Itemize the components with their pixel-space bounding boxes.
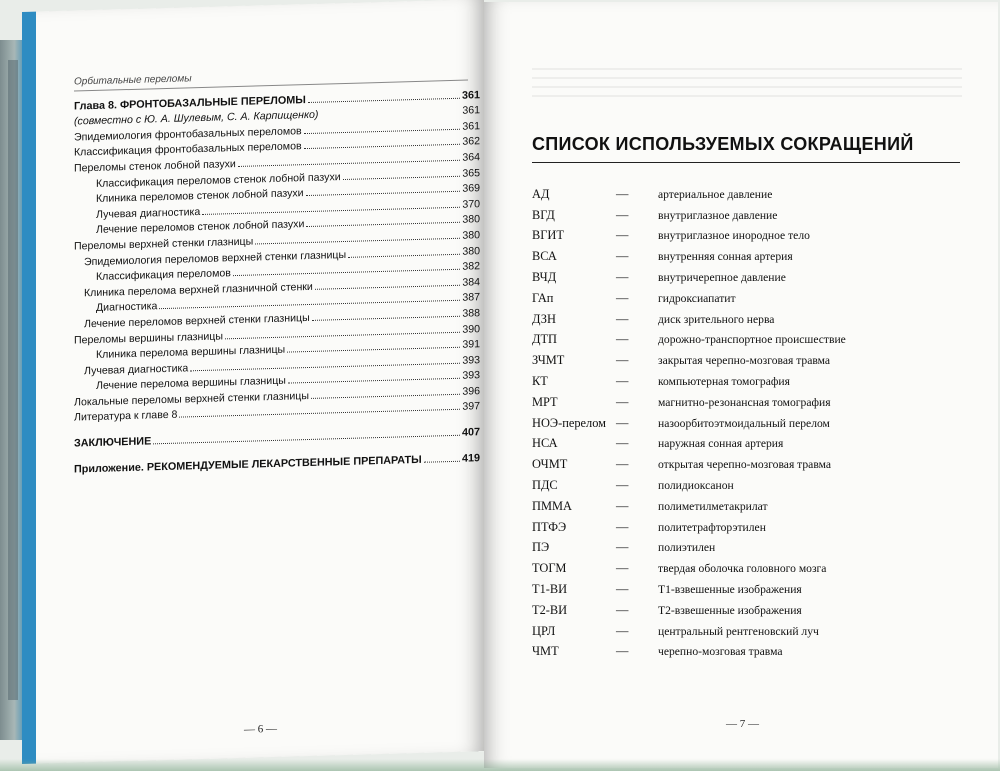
abbreviation-dash: — (616, 207, 629, 222)
toc-entry-page: 396 (462, 385, 480, 398)
abbreviation-row (532, 226, 952, 247)
abbreviation-dash: — (616, 436, 629, 451)
toc-entry-page: 380 (462, 213, 480, 227)
abbreviation-list (532, 184, 952, 662)
toc-entry-page: 365 (462, 166, 480, 180)
abbreviation-term: ПТФЭ (532, 519, 567, 534)
right-page (484, 2, 998, 768)
abbreviation-row (532, 579, 952, 600)
toc-entry-page: 361 (462, 119, 480, 133)
toc-entry-title: Переломы верхней стенки глазницы (74, 235, 254, 253)
toc-entry-page: 397 (462, 400, 480, 414)
abbreviation-term: ДТП (532, 332, 557, 347)
abbreviation-meaning: полидиоксанон (658, 479, 734, 493)
abbreviation-meaning: артериальное давление (658, 187, 773, 201)
abbreviation-dash: — (616, 374, 629, 389)
toc-entry-title: Переломы стенок лобной пазухи (74, 157, 236, 175)
abbreviation-term: МРТ (532, 394, 558, 409)
toc-entry-title: Классификация переломов (96, 267, 231, 284)
abbreviation-meaning: Т2-взвешенные изображения (658, 603, 802, 617)
abbreviation-row (532, 642, 952, 663)
abbreviation-row (532, 413, 952, 434)
toc-entry-page: 369 (462, 182, 480, 195)
abbreviation-dash: — (616, 561, 629, 576)
abbreviation-row (532, 350, 952, 371)
toc-entry-title: Классификация переломов стенок лобной пазухи (96, 170, 341, 190)
abbreviation-row (532, 371, 952, 392)
abbreviation-term: НОЭ-перелом (532, 415, 607, 430)
toc-entry-title: Эпидемиология переломов верхней стенки глазницы (84, 248, 347, 268)
abbreviation-term: Т2-ВИ (532, 602, 568, 617)
abbreviation-meaning: гидроксиапатит (658, 291, 736, 305)
abbreviation-term: ЧМТ (532, 644, 559, 659)
abbreviation-meaning: назоорбитоэтмоидальный перелом (658, 416, 830, 430)
abbreviation-term: ЦРЛ (532, 623, 556, 638)
table-surface (0, 759, 1000, 771)
toc-entry-title: Глава 8. ФРОНТОБАЗАЛЬНЫЕ ПЕРЕЛОМЫ (74, 93, 306, 113)
toc-entry-page: 364 (462, 151, 480, 164)
toc-entry-page: 380 (462, 244, 480, 258)
toc-entry-page: 382 (462, 260, 480, 273)
abbreviation-row (532, 517, 952, 538)
abbreviation-row (532, 496, 952, 517)
abbreviation-term: ГАп (532, 290, 554, 305)
abbreviation-meaning: твердая оболочка головного мозга (658, 562, 827, 576)
toc-entry-page: 361 (462, 104, 480, 117)
toc-entry-title: Приложение. РЕКОМЕНДУЕМЫЕ ЛЕКАРСТВЕННЫЕ ПРЕПАРАТЫ (74, 453, 422, 476)
abbreviation-row (532, 267, 952, 288)
abbreviation-row (532, 309, 952, 330)
abbreviation-dash: — (616, 478, 629, 493)
abbreviation-row (532, 434, 952, 455)
abbreviation-meaning: дорожно-транспортное происшествие (658, 333, 846, 347)
abbreviation-dash: — (616, 602, 629, 617)
abbreviation-dash: — (616, 332, 629, 347)
chapter-color-tab (22, 12, 36, 764)
abbreviation-row (532, 621, 952, 642)
toc-leader-dots (424, 460, 460, 462)
show-through-text (532, 68, 962, 102)
abbreviation-meaning: закрытая черепно-мозговая травма (658, 354, 831, 368)
abbreviation-meaning: центральный рентгеновский луч (658, 624, 819, 638)
abbreviation-row (532, 600, 952, 621)
toc-entry-title: Диагностика (96, 300, 158, 315)
toc-entry-page: 361 (461, 88, 480, 102)
abbreviation-meaning: внутриглазное давление (658, 208, 778, 222)
abbreviation-row (532, 288, 952, 309)
abbreviation-row (532, 558, 952, 579)
toc-entry-page: 390 (462, 322, 480, 336)
page-title: СПИСОК ИСПОЛЬЗУЕМЫХ СОКРАЩЕНИЙ (532, 134, 914, 154)
toc-entry-title: Лечение перелома вершины глазницы (96, 374, 286, 393)
book-spine-shadow (8, 60, 18, 700)
toc-entry-title: Лечение переломов верхней стенки глазницы (84, 311, 310, 331)
abbreviation-term: ОЧМТ (532, 457, 568, 472)
abbreviation-row (532, 205, 952, 226)
abbreviation-row (532, 184, 952, 205)
abbreviation-term: ПДС (532, 478, 558, 493)
toc-entry-title: Литература к главе 8 (74, 409, 178, 425)
toc-entry-page: 362 (462, 135, 480, 149)
abbreviation-dash: — (616, 311, 629, 326)
running-header: Орбитальные переломы (74, 73, 192, 88)
abbreviation-term: ВГИТ (532, 228, 564, 243)
abbreviation-term: ВСА (532, 249, 557, 264)
toc-entry-page: 393 (462, 369, 480, 382)
abbreviation-dash: — (616, 644, 629, 659)
abbreviation-term: ВГД (532, 207, 555, 222)
toc-entry-title: Лучевая диагностика (96, 205, 201, 221)
abbreviation-row (532, 538, 952, 559)
page-number-right: — 7 — (726, 718, 759, 730)
abbreviation-meaning: полиэтилен (658, 541, 716, 555)
abbreviation-dash: — (616, 290, 629, 305)
abbreviation-dash: — (616, 186, 629, 201)
abbreviation-row (532, 475, 952, 496)
title-rule (532, 162, 960, 163)
abbreviation-dash: — (616, 623, 629, 638)
toc-entry-title: Клиника переломов стенок лобной пазухи (96, 187, 304, 206)
toc-entry-page: 384 (462, 275, 480, 289)
toc-entry-title: Клиника перелома вершины глазницы (96, 343, 286, 362)
abbreviation-dash: — (616, 394, 629, 409)
toc-entry-page: 391 (462, 338, 480, 351)
toc-entry-page: 393 (462, 353, 480, 367)
abbreviation-row (532, 330, 952, 351)
abbreviation-dash: — (616, 270, 629, 285)
abbreviation-dash: — (616, 353, 629, 368)
toc-entry-page: 407 (461, 426, 480, 439)
toc-entry-title: Лечение переломов стенок лобной пазухи (96, 218, 305, 237)
toc-entry-title: Эпидемиология фронтобазальных переломов (74, 124, 302, 144)
toc-entry-page: 387 (462, 291, 480, 305)
toc-entry-title: Клиника перелома верхней глазничной стенки (84, 280, 313, 299)
abbreviation-row (532, 246, 952, 267)
toc-entry-page: 388 (462, 307, 480, 320)
abbreviation-term: ЗЧМТ (532, 353, 565, 368)
abbreviation-meaning: Т1-взвешенные изображения (658, 583, 802, 597)
left-page (22, 0, 484, 764)
abbreviation-meaning: компьютерная томография (658, 375, 790, 389)
abbreviation-dash: — (616, 228, 629, 243)
abbreviation-row (532, 392, 952, 413)
toc-entry-title: (совместно с Ю. А. Шулевым, С. А. Карпищенко) (74, 108, 319, 128)
abbreviation-meaning: черепно-мозговая травма (658, 645, 783, 659)
abbreviation-dash: — (616, 457, 629, 472)
toc-entry-title: ЗАКЛЮЧЕНИЕ (74, 435, 152, 450)
abbreviation-dash: — (616, 540, 629, 555)
abbreviation-row (532, 454, 952, 475)
toc-entry-title: Локальные переломы верхней стенки глазницы (74, 389, 309, 409)
abbreviation-term: НСА (532, 436, 558, 451)
abbreviation-meaning: диск зрительного нерва (658, 312, 775, 326)
abbreviation-dash: — (616, 582, 629, 597)
abbreviation-term: ПЭ (532, 540, 550, 555)
abbreviation-term: КТ (532, 374, 548, 389)
abbreviation-dash: — (616, 519, 629, 534)
abbreviation-term: ПММА (532, 498, 572, 513)
abbreviation-meaning: полиметилметакрилат (658, 499, 768, 513)
toc-entry-title: Классификация фронтобазальных переломов (74, 140, 302, 159)
abbreviation-term: ДЗН (532, 311, 556, 326)
abbreviation-dash: — (616, 498, 629, 513)
toc-entry-page: 370 (462, 197, 480, 211)
abbreviation-meaning: наружная сонная артерия (658, 437, 784, 451)
toc-entry-title: Переломы вершины глазницы (74, 329, 223, 347)
abbreviation-term: ВЧД (532, 270, 557, 285)
abbreviation-term: АД (532, 186, 550, 201)
abbreviation-meaning: открытая черепно-мозговая травма (658, 458, 832, 472)
abbreviation-dash: — (616, 249, 629, 264)
page-number-left: — 6 — (244, 722, 277, 736)
toc-entry-page: 419 (461, 451, 480, 465)
table-of-contents (74, 85, 480, 475)
abbreviation-meaning: внутричерепное давление (658, 271, 786, 285)
toc-entry-page: 380 (462, 229, 480, 242)
abbreviation-meaning: внутренняя сонная артерия (658, 250, 793, 264)
abbreviation-meaning: внутриглазное инородное тело (658, 229, 810, 243)
abbreviation-term: ТОГМ (532, 561, 567, 576)
abbreviation-meaning: магнитно-резонансная томография (658, 395, 831, 409)
abbreviation-term: Т1-ВИ (532, 582, 568, 597)
abbreviation-dash: — (616, 415, 629, 430)
toc-entry-title: Лучевая диагностика (84, 362, 189, 377)
abbreviation-meaning: политетрафторэтилен (658, 520, 766, 534)
